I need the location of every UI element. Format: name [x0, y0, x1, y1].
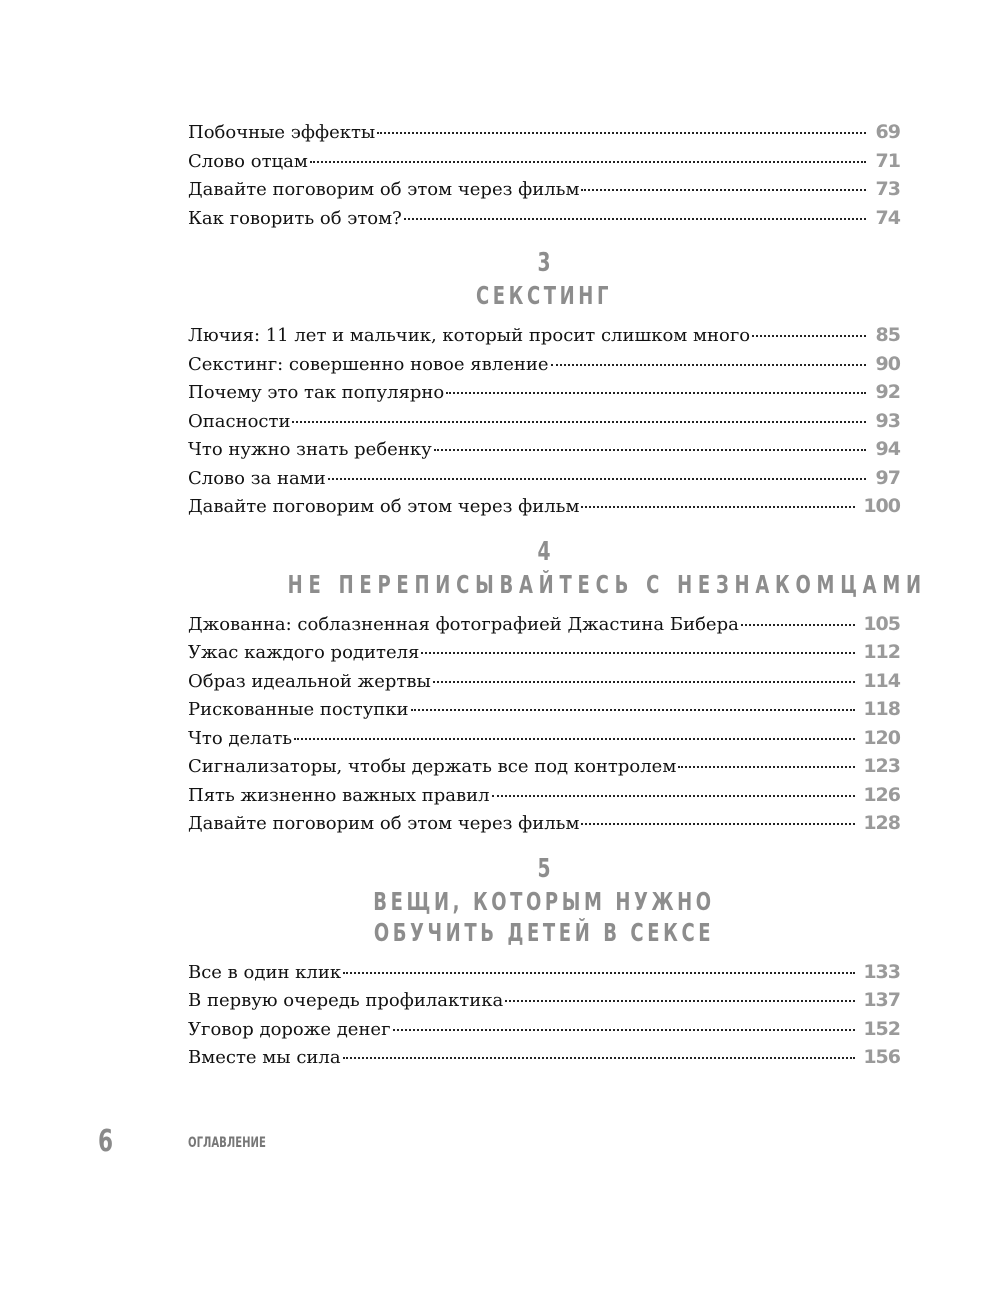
toc-entry[interactable]: [188, 204, 900, 233]
toc-entry-page: 73: [875, 178, 900, 200]
toc-entry[interactable]: [188, 724, 900, 753]
dot-leader: [343, 971, 855, 974]
toc-entry[interactable]: [188, 986, 900, 1015]
toc-entry-title: Как говорить об этом?: [188, 207, 402, 229]
toc-entry-page: 100: [863, 495, 900, 517]
toc-entry-page: 69: [875, 121, 900, 143]
chapter-4-section: [188, 535, 927, 838]
running-head: ОГЛАВЛЕНИЕ: [188, 1135, 266, 1151]
chapter-title-line-1: ВЕЩИ, КОТОРЫМ НУЖНО: [373, 886, 715, 916]
toc-entry-title: Побочные эффекты: [188, 122, 376, 143]
toc-entry-title: Рискованные поступки: [188, 699, 409, 720]
toc-entry-page: 126: [863, 783, 900, 806]
toc-entry[interactable]: [188, 610, 900, 639]
chapter-number: 5: [537, 853, 551, 884]
toc-entry-page: 120: [863, 726, 900, 749]
toc-entry-title: Что делать: [188, 727, 293, 749]
toc-entry-title: Лючия: 11 лет и мальчик, который просит слишком много: [188, 325, 751, 346]
dot-leader: [678, 765, 855, 768]
dot-leader: [404, 217, 866, 220]
toc-entry[interactable]: [188, 667, 900, 696]
page-footer: [98, 1122, 398, 1162]
toc-entry-page: 123: [863, 755, 900, 777]
toc-entry-title: Пять жизненно важных правил: [188, 784, 490, 806]
toc-continued-section: [188, 118, 900, 232]
chapter-title: НЕ ПЕРЕПИСЫВАЙТЕСЬ С НЕЗНАКОМЦАМИ: [287, 569, 927, 599]
dot-leader: [411, 708, 856, 711]
toc-entry[interactable]: [188, 809, 900, 838]
toc-entry-page: 137: [863, 989, 900, 1011]
toc-entry[interactable]: [188, 118, 900, 147]
dot-leader: [551, 363, 867, 366]
toc-entry-page: 97: [875, 466, 900, 489]
toc-entry-title: Джованна: соблазненная фотографией Джастина Бибера: [188, 613, 739, 635]
dot-leader: [421, 651, 855, 654]
toc-entry[interactable]: [188, 695, 900, 724]
dot-leader: [446, 391, 866, 394]
dot-leader: [294, 737, 855, 740]
chapter-3-section: [188, 246, 900, 521]
toc-entry-title: Образ идеальной жертвы: [188, 670, 431, 692]
toc-entry[interactable]: [188, 147, 900, 176]
toc-entry-page: 114: [863, 669, 900, 692]
toc-entry[interactable]: [188, 1043, 900, 1072]
dot-leader: [292, 420, 866, 423]
dot-leader: [752, 334, 866, 337]
toc-entry-page: 128: [863, 812, 900, 834]
toc-entry-title: Секстинг: совершенно новое явление: [188, 353, 549, 375]
toc-entry-page: 133: [863, 960, 900, 983]
toc-entry[interactable]: [188, 752, 900, 781]
dot-leader: [310, 160, 866, 163]
chapter-title-line-2: ОБУЧИТЬ ДЕТЕЙ В СЕКСЕ: [373, 917, 715, 947]
toc-entry[interactable]: [188, 407, 900, 436]
toc-entry-title: Уговор дороже денег: [188, 1018, 391, 1040]
dot-leader: [393, 1028, 856, 1031]
table-of-contents-page: [188, 118, 927, 1072]
toc-entry[interactable]: [188, 464, 900, 493]
toc-entry-page: 112: [863, 641, 900, 663]
toc-entry-title: Почему это так популярно: [188, 382, 445, 403]
page-number: 6: [98, 1124, 114, 1159]
toc-entry-title: Давайте поговорим об этом через фильм: [188, 496, 580, 517]
dot-leader: [741, 623, 855, 626]
toc-entry[interactable]: [188, 492, 900, 521]
toc-entry-page: 94: [875, 438, 900, 460]
toc-entry-title: Слово отцам: [188, 150, 308, 172]
toc-entry[interactable]: [188, 350, 900, 379]
toc-entry-page: 105: [863, 612, 900, 635]
dot-leader: [328, 477, 866, 480]
chapter-number: 4: [537, 536, 551, 567]
dot-leader: [492, 794, 856, 797]
dot-leader: [581, 822, 855, 825]
chapter-title: СЕКСТИНГ: [475, 281, 613, 310]
toc-entry-title: Слово за нами: [188, 467, 326, 489]
toc-entry-title: В первую очередь профилактика: [188, 990, 504, 1011]
toc-entry-title: Опасности: [188, 410, 291, 432]
toc-entry-title: Ужас каждого родителя: [188, 642, 420, 663]
toc-entry-title: Все в один клик: [188, 961, 342, 983]
toc-entry-title: Что нужно знать ребенку: [188, 439, 432, 460]
toc-entry-page: 85: [875, 324, 900, 346]
toc-entry[interactable]: [188, 638, 900, 667]
toc-entry-page: 92: [875, 381, 900, 403]
toc-entry[interactable]: [188, 321, 900, 350]
toc-entry[interactable]: [188, 435, 900, 464]
toc-entry-title: Вместе мы сила: [188, 1047, 341, 1068]
dot-leader: [505, 999, 855, 1002]
dot-leader: [433, 680, 856, 683]
toc-entry[interactable]: [188, 781, 900, 810]
dot-leader: [343, 1056, 856, 1059]
toc-entry[interactable]: [188, 175, 900, 204]
chapter-number: 3: [537, 248, 551, 278]
toc-entry[interactable]: [188, 958, 900, 987]
dot-leader: [377, 131, 866, 134]
toc-entry-title: Сигнализаторы, чтобы держать все под контролем: [188, 756, 677, 777]
toc-entry-page: 74: [875, 206, 900, 229]
toc-entry-page: 152: [863, 1017, 900, 1040]
toc-entry-page: 90: [875, 352, 900, 375]
dot-leader: [581, 505, 855, 508]
toc-entry-page: 93: [875, 409, 900, 432]
toc-entry-page: 118: [863, 698, 900, 720]
toc-entry-title: Давайте поговорим об этом через фильм: [188, 813, 580, 834]
toc-entry-page: 71: [875, 149, 900, 172]
toc-entry-page: 156: [863, 1046, 900, 1068]
toc-entry-title: Давайте поговорим об этом через фильм: [188, 179, 580, 200]
chapter-5-section: [188, 852, 900, 1072]
toc-entry[interactable]: [188, 1015, 900, 1044]
dot-leader: [434, 448, 866, 451]
dot-leader: [581, 188, 866, 191]
toc-entry[interactable]: [188, 378, 900, 407]
